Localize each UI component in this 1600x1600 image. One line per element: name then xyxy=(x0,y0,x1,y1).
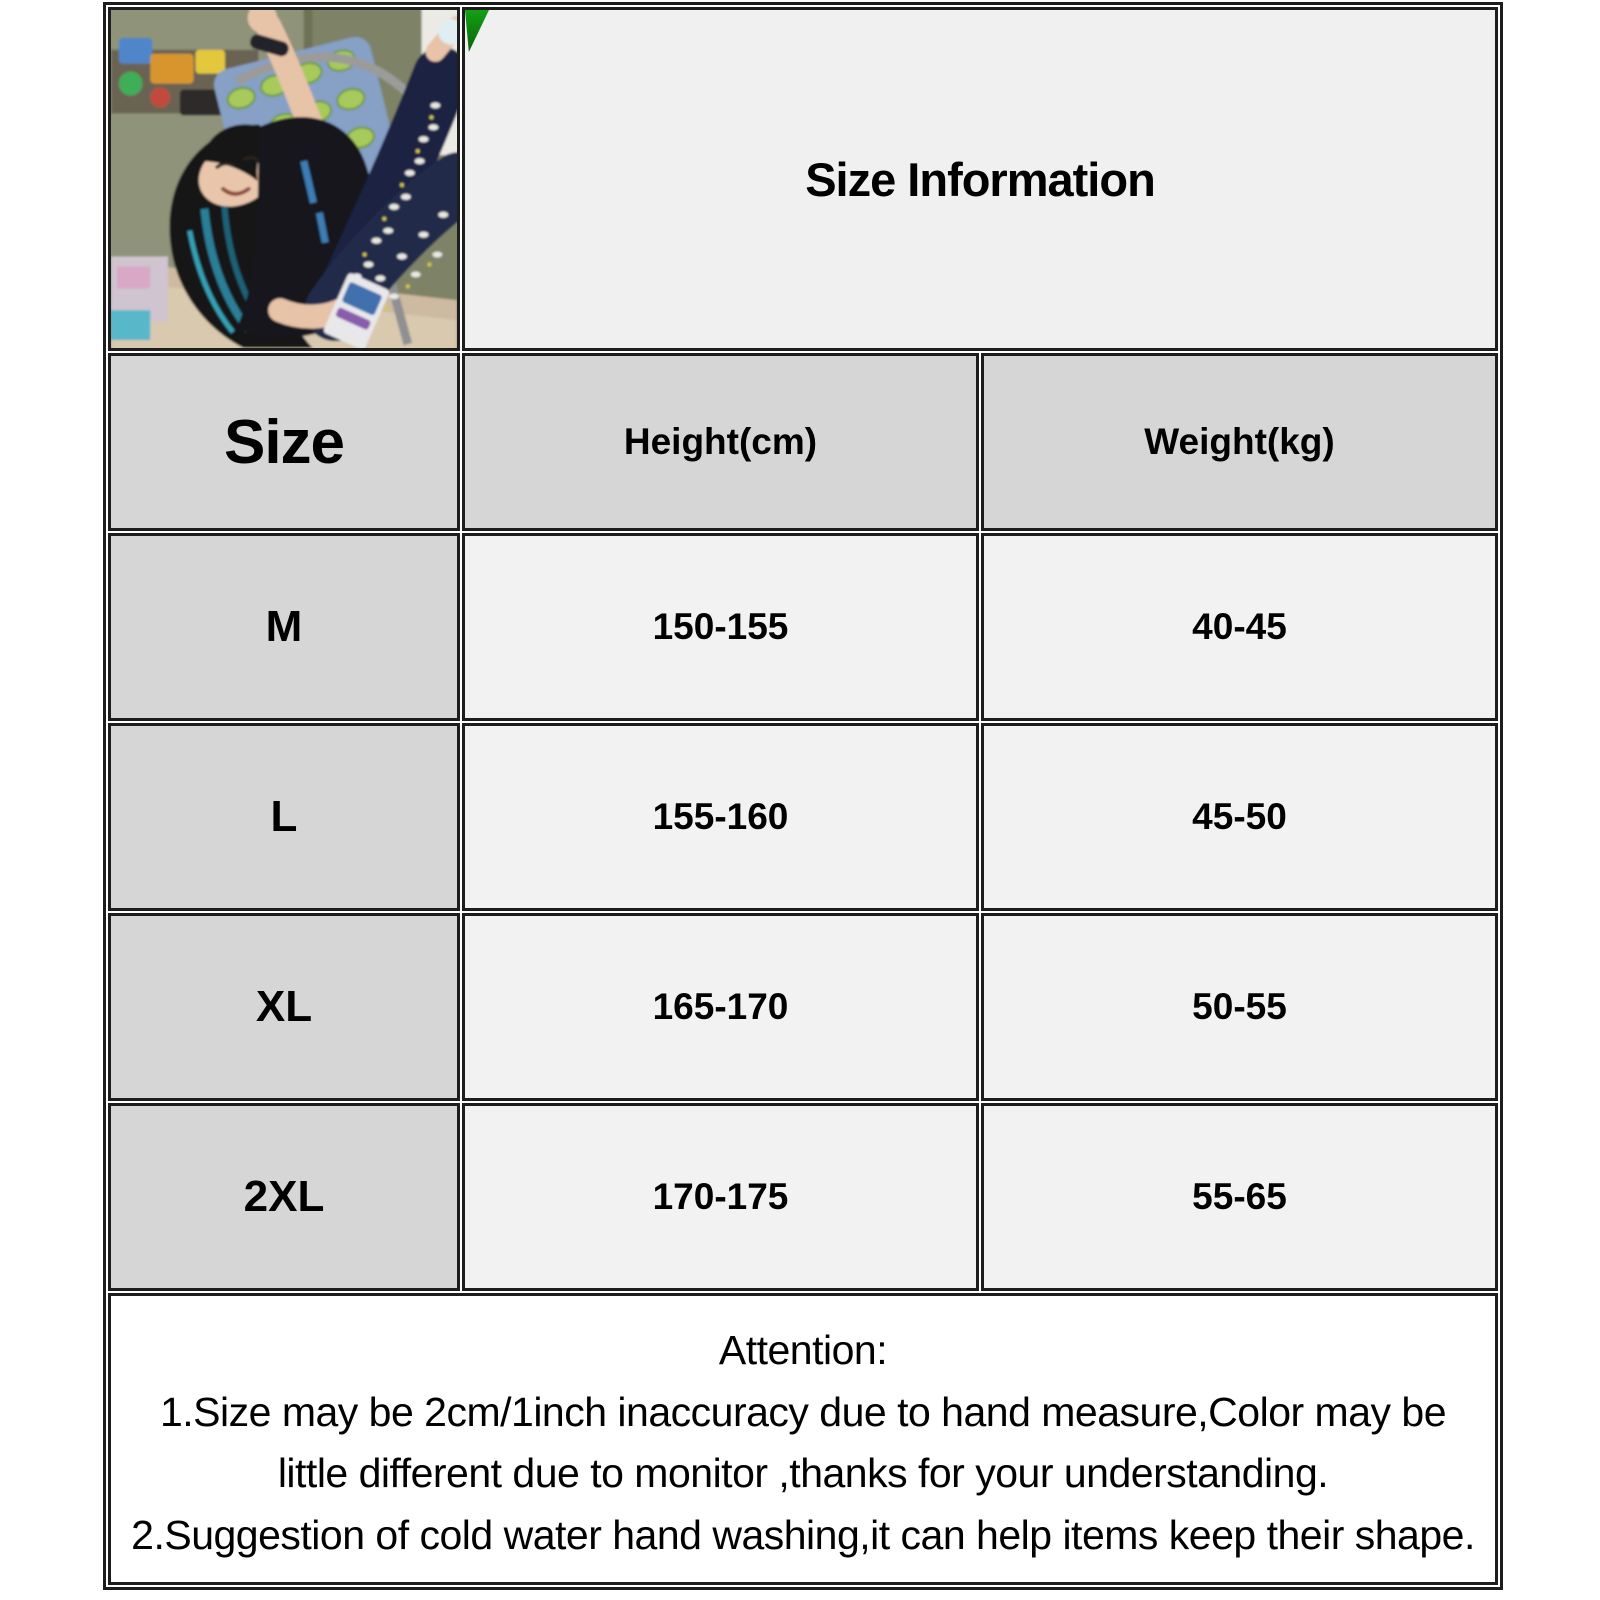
size-cell: M xyxy=(108,533,460,721)
column-header-weight: Weight(kg) xyxy=(981,353,1498,531)
table-row xyxy=(108,723,1498,911)
title-cell xyxy=(462,7,1498,351)
attention-row xyxy=(108,1293,1498,1585)
size-chart-sheet xyxy=(103,2,1503,1590)
weight-cell: 40-45 xyxy=(981,533,1498,721)
attention-item: 1.Size may be 2cm/1inch inaccuracy due to hand measure,Color may be little different due to monitor ,thanks for your understanding. xyxy=(159,1388,1446,1496)
weight-cell: 45-50 xyxy=(981,723,1498,911)
attention-item: 2.Suggestion of cold water hand washing,it can help items keep their shape. xyxy=(131,1511,1475,1558)
table-row xyxy=(108,1103,1498,1291)
weight-cell: 55-65 xyxy=(981,1103,1498,1291)
size-table xyxy=(103,2,1503,1590)
height-cell: 150-155 xyxy=(462,533,979,721)
size-cell: XL xyxy=(108,913,460,1101)
height-cell: 170-175 xyxy=(462,1103,979,1291)
table-row xyxy=(108,913,1498,1101)
column-header-height: Height(cm) xyxy=(462,353,979,531)
size-cell: L xyxy=(108,723,460,911)
weight-cell: 50-55 xyxy=(981,913,1498,1101)
header-banner-row xyxy=(108,7,1498,351)
column-header-size: Size xyxy=(108,353,460,531)
height-cell: 165-170 xyxy=(462,913,979,1101)
table-row xyxy=(108,533,1498,721)
page-title: Size Information xyxy=(805,152,1155,206)
column-header-row xyxy=(108,353,1498,531)
model-photo-illustration xyxy=(111,10,457,348)
model-photo xyxy=(108,7,460,351)
height-cell: 155-160 xyxy=(462,723,979,911)
attention-heading: Attention: xyxy=(718,1327,888,1373)
size-cell: 2XL xyxy=(108,1103,460,1291)
attention-note xyxy=(108,1293,1498,1585)
green-corner-marker-icon xyxy=(465,10,489,52)
